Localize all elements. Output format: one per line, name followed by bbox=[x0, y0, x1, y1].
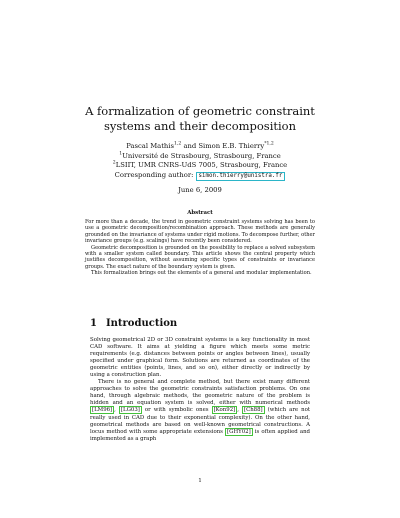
author-name: Pascal Mathis bbox=[126, 142, 174, 150]
abstract-paragraph: This formalization brings out the elements of a general and modular implementation. bbox=[91, 270, 312, 277]
affiliation-2: $^2$LSIIT, UMR CNRS-UdS 7005, Strasbourg, France bbox=[112, 160, 288, 170]
publication-date: June 6, 2009 bbox=[178, 186, 222, 194]
abstract-paragraph: Geometric decomposition is grounded on the possibility to replace a solved subsystem with a smaller system called boundary. This article shows the central property which justifies decomposition, without assuming specific types of constraints or invariance groups. The exact nature of the boundary system is given. bbox=[85, 244, 315, 270]
affiliation-marker: 1,2 bbox=[173, 141, 182, 147]
abstract-text bbox=[85, 219, 315, 277]
body-text bbox=[90, 337, 310, 443]
citation-link[interactable]: [LG03] bbox=[120, 407, 140, 414]
body-paragraph: There is no general and complete method, but there exist many different approaches to solve the geometric constraints satisfaction problems. On one hand, through algebraic methods, the geometric nature of the problem is hidden and an equation system is solved, either with numerical methods [LM96] , [LG03] or with symbolic ones [Kon92] , [Ch88] (which are not really used in CAD due to their exponential complexity). On the other hand, geometrical methods are based on well-known geometrical constructions. A locus method with some appropriate extensions [GHY02] is often applied and implemented as a graph bbox=[90, 379, 310, 442]
page-number: 1 bbox=[198, 478, 202, 484]
body-paragraph: Solving geometrical 2D or 3D constraint systems is a key functionality in most CAD software. It aims at yielding a figure which meets some metric requirements (e.g. distances between points or angles between lines), usually specified under graphical form. Solutions are returned as coordinates of the geometric entities (points, lines, and so on), either directly or indirectly by using a construction plan. bbox=[90, 337, 310, 379]
corresponding-author: Corresponding author: simon.thierry@unistra.fr bbox=[60, 171, 340, 181]
author-names bbox=[60, 142, 340, 152]
paper-title: A formalization of geometric constraint systems and their decomposition bbox=[85, 104, 315, 133]
citation-link[interactable]: [GHY02] bbox=[227, 428, 251, 435]
citation-link[interactable]: [Ch88] bbox=[243, 407, 263, 414]
section-number: 1 bbox=[90, 318, 97, 329]
citation-link[interactable]: [LM96] bbox=[92, 407, 113, 414]
section-title: Introduction bbox=[105, 318, 178, 329]
author-block bbox=[60, 142, 340, 181]
citation-link[interactable]: [Kon92] bbox=[213, 407, 236, 414]
email-link[interactable]: simon.thierry@unistra.fr bbox=[196, 172, 286, 181]
author-name: and Simon E.B. Thierry bbox=[181, 142, 265, 150]
abstract-paragraph: For more than a decade, the trend in geometric constraint systems solving has been to use a geometric decomposition/recombination approach. These methods are generally grounded on the invariance of systems under rigid motions. To decompose further, other invariance groups (e.g. scalings) have recently been considered. bbox=[85, 219, 315, 245]
affiliation-1: $^1$Université de Strasbourg, Strasbourg, France bbox=[119, 151, 281, 160]
abstract-heading: Abstract bbox=[187, 210, 213, 216]
affiliation-marker: *1,2 bbox=[264, 141, 274, 147]
section-heading bbox=[90, 318, 310, 330]
